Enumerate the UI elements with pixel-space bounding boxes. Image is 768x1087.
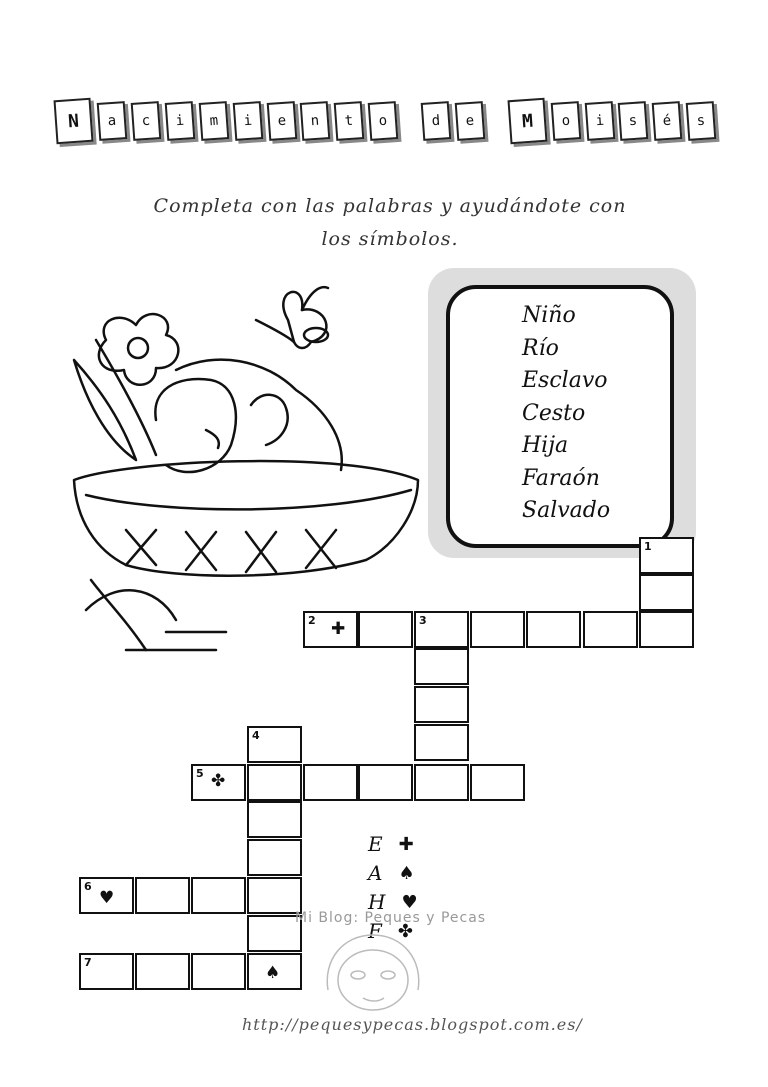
title-letter-tile: s	[618, 101, 648, 141]
spade-icon: ♠	[398, 863, 415, 884]
crossword-cell[interactable]	[191, 877, 246, 914]
watermark-url[interactable]: http://pequesypecas.blogspot.com.es/	[242, 1015, 583, 1034]
title-letter-tile: i	[165, 101, 195, 141]
word-bank-item: Salvado	[522, 498, 611, 523]
crossword-cell[interactable]	[470, 611, 525, 648]
heart-icon: ♥	[401, 892, 418, 913]
legend-row	[368, 830, 448, 859]
crossword-cell[interactable]	[358, 611, 413, 648]
instruction-line-2: los símbolos.	[321, 228, 459, 250]
word-bank-item: Esclavo	[522, 368, 608, 393]
crossword-cell[interactable]	[639, 574, 694, 611]
legend-row	[368, 859, 448, 888]
crossword-cell[interactable]	[135, 877, 190, 914]
word-bank-item: Cesto	[522, 400, 586, 426]
title-letter-tile: e	[266, 101, 296, 141]
crossword-cell[interactable]	[358, 764, 413, 801]
title-letter-tile: d	[421, 101, 451, 141]
crossword-cell[interactable]	[414, 724, 469, 761]
title-letter-tile: e	[455, 101, 485, 141]
watermark-face-icon	[318, 930, 428, 1015]
crossword-cell[interactable]	[470, 764, 525, 801]
title-letter-tile: N	[54, 98, 94, 144]
diamond-icon: ✤	[211, 771, 226, 791]
instruction-text	[110, 190, 670, 256]
legend-letter: H	[368, 890, 386, 914]
crossword-cell[interactable]	[414, 686, 469, 723]
word-bank-item: Hija	[522, 433, 569, 458]
word-bank-item: Río	[522, 335, 559, 361]
title-letter-tile: é	[652, 101, 682, 141]
crossword-cell[interactable]	[414, 764, 469, 801]
page-title	[55, 98, 715, 144]
title-letter-tile: o	[368, 101, 398, 141]
legend-letter: F	[368, 919, 382, 943]
crossword-cell[interactable]	[247, 726, 302, 763]
word-bank-item: Niño	[522, 303, 576, 328]
flower-icon	[99, 314, 178, 385]
crossword-cell[interactable]	[191, 953, 246, 990]
clue-number-4: 4	[252, 729, 260, 742]
crossword-cell[interactable]	[526, 611, 581, 648]
title-letter-tile: o	[550, 101, 580, 141]
crossword-cell[interactable]	[79, 877, 134, 914]
crossword-cell[interactable]	[247, 839, 302, 876]
crossword-cell[interactable]	[247, 915, 302, 952]
clue-number-2: 2	[308, 614, 316, 627]
crossword-cell[interactable]	[247, 877, 302, 914]
title-letter-tile: i	[232, 101, 262, 141]
crossword-cell[interactable]	[135, 953, 190, 990]
crossword-cell[interactable]	[247, 764, 302, 801]
clue-number-6: 6	[84, 880, 92, 893]
title-letter-tile: m	[198, 101, 228, 141]
crossword-cell[interactable]	[191, 764, 246, 801]
crossword-cell[interactable]	[247, 953, 302, 990]
title-letter-tile: i	[584, 101, 614, 141]
crossword-cell[interactable]	[79, 953, 134, 990]
clue-number-5: 5	[196, 767, 204, 780]
title-letter-tile: s	[686, 101, 716, 141]
instruction-line-1: Completa con las palabras y ayudándote con	[153, 195, 627, 217]
butterfly-icon	[256, 287, 328, 348]
crossword-cell[interactable]	[583, 611, 638, 648]
crossword-cell[interactable]	[303, 764, 358, 801]
diamond-icon: ✤	[397, 921, 413, 942]
crossword-cell[interactable]	[247, 801, 302, 838]
word-bank-item: Faraón	[522, 465, 600, 491]
legend-letter: A	[368, 861, 383, 885]
title-letter-tile: a	[97, 101, 127, 141]
crossword-cell[interactable]	[414, 611, 469, 648]
baby-moses-basket-illustration	[66, 280, 438, 660]
crossword-cell[interactable]	[639, 611, 694, 648]
legend-letter: E	[368, 832, 383, 856]
word-bank-list	[522, 300, 610, 528]
title-letter-tile: c	[131, 101, 161, 141]
spade-icon: ♠	[265, 963, 281, 983]
club-icon: ✚	[331, 619, 346, 639]
clue-number-1: 1	[644, 540, 652, 553]
crossword-cell[interactable]	[303, 611, 358, 648]
title-letter-tile: n	[300, 101, 330, 141]
crossword-cell[interactable]	[639, 537, 694, 574]
clue-number-3: 3	[419, 614, 427, 627]
heart-icon: ♥	[99, 888, 115, 908]
crossword-cell[interactable]	[414, 648, 469, 685]
symbol-legend	[368, 830, 448, 946]
title-letter-tile: M	[507, 98, 547, 144]
clue-number-7: 7	[84, 956, 92, 969]
title-letter-tile: t	[334, 101, 364, 141]
club-icon: ✚	[398, 834, 414, 855]
watermark-blog-text: Mi Blog: Peques y Pecas	[295, 910, 487, 926]
